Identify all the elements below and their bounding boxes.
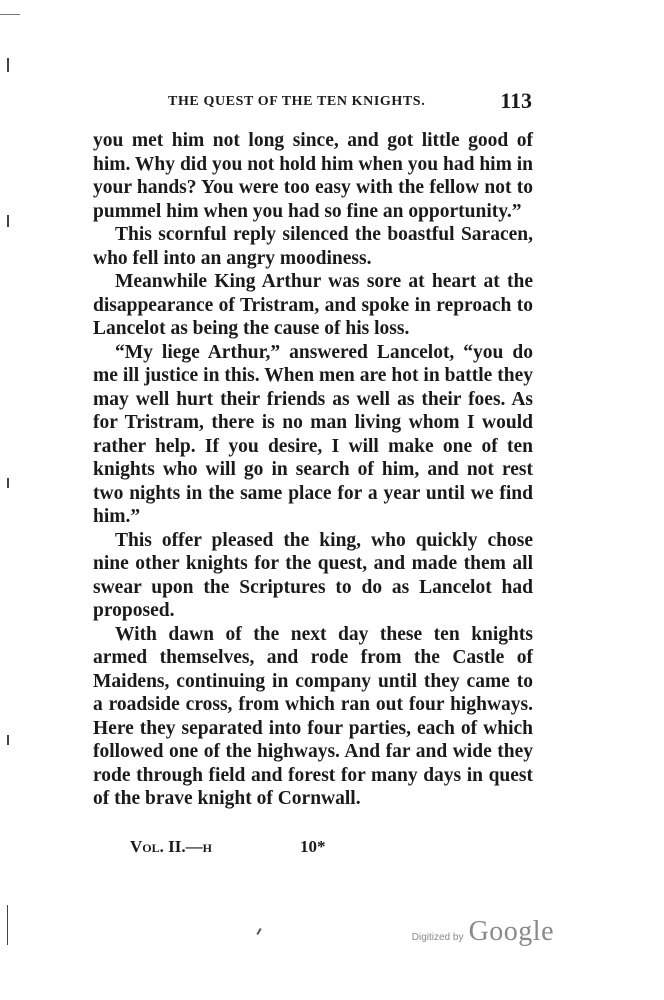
paragraph: This scornful reply silenced the boastful Saracen, who fell into an angry moodiness. [93, 224, 533, 269]
scan-edge-line [0, 14, 20, 15]
paragraph: you met him not long since, and got little good of him. Why did you not hold him when you had him in your hands? You were too easy with the fellow not to pummel him when you had so fine an opportunity.” [93, 130, 533, 222]
page-header [168, 88, 532, 118]
google-logo: Google [468, 916, 554, 947]
running-title: THE QUEST OF THE TEN KNIGHTS. [168, 94, 426, 109]
page-edge-mark [7, 58, 9, 72]
volume-mark: Vol. II.—h [130, 837, 212, 856]
stray-mark [256, 928, 261, 935]
paragraph: Meanwhile King Arthur was sore at heart at the disappearance of Tristram, and spoke in reproach to Lancelot as being the cause of his loss. [93, 271, 533, 339]
signature-mark: 10* [300, 837, 326, 856]
paragraph: With dawn of the next day these ten knights armed themselves, and rode from the Castle of Maidens, continuing in company until they came to a roadside cross, from which ran out four highways. Here they separated into four parties, each of which followed one of the highways. And far and wide they rode through field and forest for many days in quest of the brave knight of Cornwall. [93, 623, 533, 809]
watermark-prefix: Digitized by [411, 932, 464, 943]
paragraph: “My liege Arthur,” answered Lancelot, “you do me ill justice in this. When men are hot in battle they may well hurt their friends as well as their foes. As for Tristram, there is no man living whom I would rather help. If you desire, I will make one of ten knights who will go in search of him, and not rest two nights in the same place for a year until we find him.” [93, 341, 533, 527]
digitized-watermark [412, 916, 554, 948]
page-edge-mark [7, 905, 8, 945]
page-edge-mark [7, 735, 9, 745]
page-edge-mark [7, 215, 9, 227]
footer-signature-line [130, 837, 430, 863]
body-text [93, 129, 533, 811]
page-number: 113 [500, 88, 532, 113]
paragraph: This offer pleased the king, who quickly chose nine other knights for the quest, and made them all swear upon the Scriptures to do as Lancelot had proposed. [93, 529, 533, 621]
page-edge-mark [7, 478, 9, 488]
